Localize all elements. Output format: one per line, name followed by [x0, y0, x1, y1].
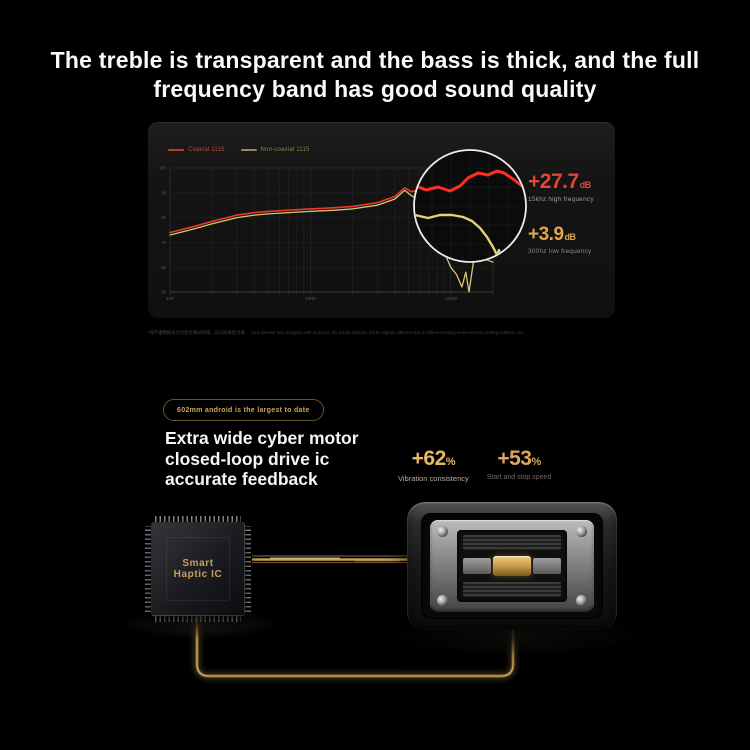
svg-text:100: 100 — [166, 296, 174, 301]
annotation-low-label: 300hz low frequency — [528, 248, 592, 255]
annotation-high-frequency — [528, 170, 614, 203]
annotation-high-label: 15khz high frequency — [528, 196, 594, 203]
svg-text:70: 70 — [161, 240, 166, 245]
wire-bundle-horizontal — [252, 556, 410, 563]
chip-pins-right — [244, 526, 251, 612]
stat-vibration-suffix: % — [445, 456, 456, 468]
legend-label-noncoaxial: Non-coaxial 1115 — [260, 147, 310, 153]
svg-text:90: 90 — [161, 190, 166, 196]
svg-text:1000: 1000 — [305, 296, 316, 301]
annotation-low-frequency — [528, 224, 614, 255]
motor-rib-bottom — [463, 582, 561, 597]
frequency-chart-panel — [148, 122, 615, 318]
svg-text:100: 100 — [159, 165, 166, 171]
chart-legend — [168, 147, 310, 153]
screw-icon — [576, 526, 587, 537]
linear-motor-illustration — [407, 502, 617, 630]
svg-text:80: 80 — [161, 215, 166, 221]
svg-text:50: 50 — [161, 289, 166, 295]
screw-icon — [437, 526, 448, 537]
stat-start-stop-speed — [487, 447, 552, 483]
motor-gold-coil — [493, 556, 531, 576]
screw-icon — [576, 595, 587, 606]
motor-cavity — [421, 513, 603, 619]
footnote-en: 1115 speaker has designed with dual unit, the actual situation will be slightly different due to different testing environments, testing software, etc. — [250, 331, 525, 336]
motor-core — [457, 530, 567, 602]
legend-item-noncoaxial — [241, 147, 310, 153]
section-heading-line1: Extra wide cyber motor — [165, 428, 359, 448]
annotation-low-value: +3.9 — [528, 224, 564, 245]
feature-badge — [163, 399, 324, 421]
chip-body — [151, 522, 245, 616]
footnote-cjk: *扬声器数据来自实验室测试环境，以实际体验为准。 — [148, 331, 250, 336]
chip-pins-bottom — [155, 615, 241, 622]
legend-item-coaxial — [168, 147, 225, 153]
section-heading — [165, 428, 359, 490]
section-heading-line2: closed-loop drive ic — [165, 448, 330, 469]
footnote — [148, 329, 609, 335]
screw-icon — [437, 595, 448, 606]
section-heading-line3: accurate feedback — [165, 469, 318, 489]
motor-core-row — [463, 556, 561, 576]
stat-startstop-label: Start and stop speed — [486, 474, 552, 481]
annotation-high-value: +27.7 — [528, 170, 579, 193]
annotation-low-unit: dB — [564, 232, 576, 242]
page-title-line1: The treble is transparent and the bass is thick, and the full — [50, 47, 700, 73]
motor-mass-left — [463, 558, 491, 574]
stat-startstop-suffix: % — [531, 456, 541, 468]
page-title — [0, 46, 750, 104]
feature-badge-label: 602mm android is the largest to date — [177, 406, 310, 414]
chip-label — [152, 523, 244, 615]
haptic-chip-illustration — [145, 516, 251, 622]
stat-startstop-value: +53 — [497, 447, 532, 470]
page-title-line2: frequency band has good sound quality — [153, 76, 597, 102]
motor-frame — [430, 520, 594, 612]
chip-label-line2: Haptic IC — [173, 569, 223, 580]
legend-swatch-yellow — [241, 149, 257, 151]
motor-rib-top — [463, 535, 561, 550]
svg-text:60: 60 — [161, 264, 166, 270]
stat-vibration-label: Vibration consistency — [398, 474, 469, 483]
stat-vibration-consistency — [398, 447, 469, 483]
legend-label-coaxial: Coaxial 1115 — [188, 147, 225, 153]
annotation-high-unit: dB — [579, 180, 591, 190]
gold-wire-connections — [0, 490, 750, 750]
chip-label-line1: Smart — [182, 557, 214, 569]
legend-swatch-red — [168, 149, 184, 151]
stat-vibration-value: +62 — [411, 447, 446, 470]
svg-text:10000: 10000 — [444, 296, 458, 301]
motor-mass-right — [533, 558, 561, 574]
stats-row — [398, 447, 551, 483]
